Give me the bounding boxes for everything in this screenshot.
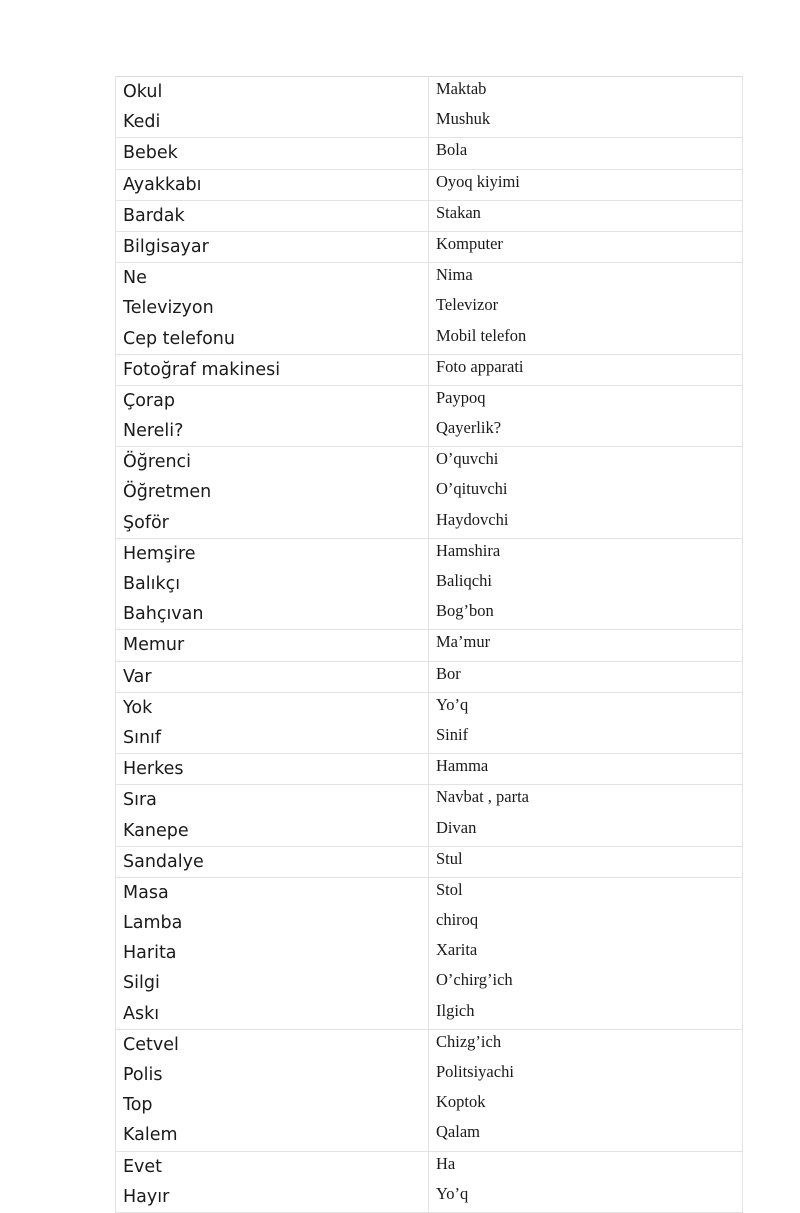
uzbek-translation-cell: Mushuk [429,107,743,138]
table-row [116,754,743,785]
table-row [116,723,743,754]
turkish-word-cell: Herkes [116,754,429,785]
uzbek-translation-cell: Maktab [429,77,743,108]
uzbek-translation-cell: Navbat , parta [429,785,743,816]
table-row [116,200,743,231]
turkish-word-cell: Yok [116,692,429,723]
turkish-word-cell: Var [116,661,429,692]
uzbek-translation-cell: Qayerlik? [429,416,743,447]
turkish-word-cell: Nereli? [116,416,429,447]
uzbek-translation-cell: Mobil telefon [429,324,743,355]
uzbek-translation-cell: Bog’bon [429,599,743,630]
uzbek-translation-cell: Foto apparati [429,354,743,385]
turkish-word-cell: Memur [116,630,429,661]
vocabulary-table-body [116,77,743,1213]
turkish-word-cell: Sınıf [116,723,429,754]
table-row [116,816,743,847]
table-row [116,416,743,447]
table-row [116,354,743,385]
turkish-word-cell: Okul [116,77,429,108]
turkish-word-cell: Sandalye [116,846,429,877]
uzbek-translation-cell: O’quvchi [429,447,743,478]
turkish-word-cell: Çorap [116,385,429,416]
table-row [116,324,743,355]
table-row [116,692,743,723]
turkish-word-cell: Öğrenci [116,447,429,478]
table-row [116,231,743,262]
table-row [116,630,743,661]
table-row [116,169,743,200]
uzbek-translation-cell: O’qituvchi [429,477,743,507]
uzbek-translation-cell: Ilgich [429,999,743,1030]
uzbek-translation-cell: Bor [429,661,743,692]
uzbek-translation-cell: Komputer [429,231,743,262]
table-row [116,1120,743,1151]
table-row [116,1182,743,1213]
turkish-word-cell: Ayakkabı [116,169,429,200]
table-row [116,1029,743,1060]
table-row [116,107,743,138]
turkish-word-cell: Öğretmen [116,477,429,507]
table-row [116,477,743,507]
table-row [116,877,743,908]
turkish-word-cell: Fotoğraf makinesi [116,354,429,385]
table-row [116,1060,743,1090]
turkish-word-cell: Kalem [116,1120,429,1151]
uzbek-translation-cell: Stol [429,877,743,908]
turkish-word-cell: Cetvel [116,1029,429,1060]
uzbek-translation-cell: Hamshira [429,538,743,569]
turkish-word-cell: Masa [116,877,429,908]
turkish-word-cell: Sıra [116,785,429,816]
uzbek-translation-cell: Xarita [429,938,743,968]
table-row [116,1151,743,1182]
uzbek-translation-cell: Politsiyachi [429,1060,743,1090]
uzbek-translation-cell: Haydovchi [429,508,743,539]
uzbek-translation-cell: Stul [429,846,743,877]
turkish-word-cell: Harita [116,938,429,968]
uzbek-translation-cell: Yo’q [429,1182,743,1213]
table-row [116,263,743,294]
turkish-word-cell: Cep telefonu [116,324,429,355]
uzbek-translation-cell: Qalam [429,1120,743,1151]
turkish-word-cell: Polis [116,1060,429,1090]
turkish-word-cell: Şoför [116,508,429,539]
table-row [116,999,743,1030]
turkish-word-cell: Askı [116,999,429,1030]
table-row [116,908,743,938]
turkish-word-cell: Ne [116,263,429,294]
turkish-word-cell: Balıkçı [116,569,429,599]
table-row [116,846,743,877]
turkish-word-cell: Hayır [116,1182,429,1213]
turkish-word-cell: Lamba [116,908,429,938]
table-row [116,968,743,998]
uzbek-translation-cell: O’chirg’ich [429,968,743,998]
vocabulary-table [115,76,743,1213]
uzbek-translation-cell: Sinif [429,723,743,754]
table-row [116,785,743,816]
turkish-word-cell: Hemşire [116,538,429,569]
uzbek-translation-cell: Chizg’ich [429,1029,743,1060]
table-row [116,661,743,692]
table-row [116,599,743,630]
uzbek-translation-cell: Yo’q [429,692,743,723]
uzbek-translation-cell: Paypoq [429,385,743,416]
table-row [116,77,743,108]
turkish-word-cell: Bilgisayar [116,231,429,262]
uzbek-translation-cell: Bola [429,138,743,169]
uzbek-translation-cell: Divan [429,816,743,847]
uzbek-translation-cell: Hamma [429,754,743,785]
uzbek-translation-cell: Nima [429,263,743,294]
table-row [116,569,743,599]
turkish-word-cell: Kedi [116,107,429,138]
turkish-word-cell: Silgi [116,968,429,998]
uzbek-translation-cell: Ma’mur [429,630,743,661]
uzbek-translation-cell: Oyoq kiyimi [429,169,743,200]
uzbek-translation-cell: Baliqchi [429,569,743,599]
turkish-word-cell: Bebek [116,138,429,169]
table-row [116,1090,743,1120]
turkish-word-cell: Evet [116,1151,429,1182]
table-row [116,293,743,323]
uzbek-translation-cell: Koptok [429,1090,743,1120]
uzbek-translation-cell: chiroq [429,908,743,938]
turkish-word-cell: Kanepe [116,816,429,847]
table-row [116,938,743,968]
turkish-word-cell: Bahçıvan [116,599,429,630]
table-row [116,138,743,169]
turkish-word-cell: Televizyon [116,293,429,323]
table-row [116,447,743,478]
table-row [116,508,743,539]
table-row [116,538,743,569]
uzbek-translation-cell: Stakan [429,200,743,231]
uzbek-translation-cell: Ha [429,1151,743,1182]
turkish-word-cell: Bardak [116,200,429,231]
table-row [116,385,743,416]
uzbek-translation-cell: Televizor [429,293,743,323]
turkish-word-cell: Top [116,1090,429,1120]
